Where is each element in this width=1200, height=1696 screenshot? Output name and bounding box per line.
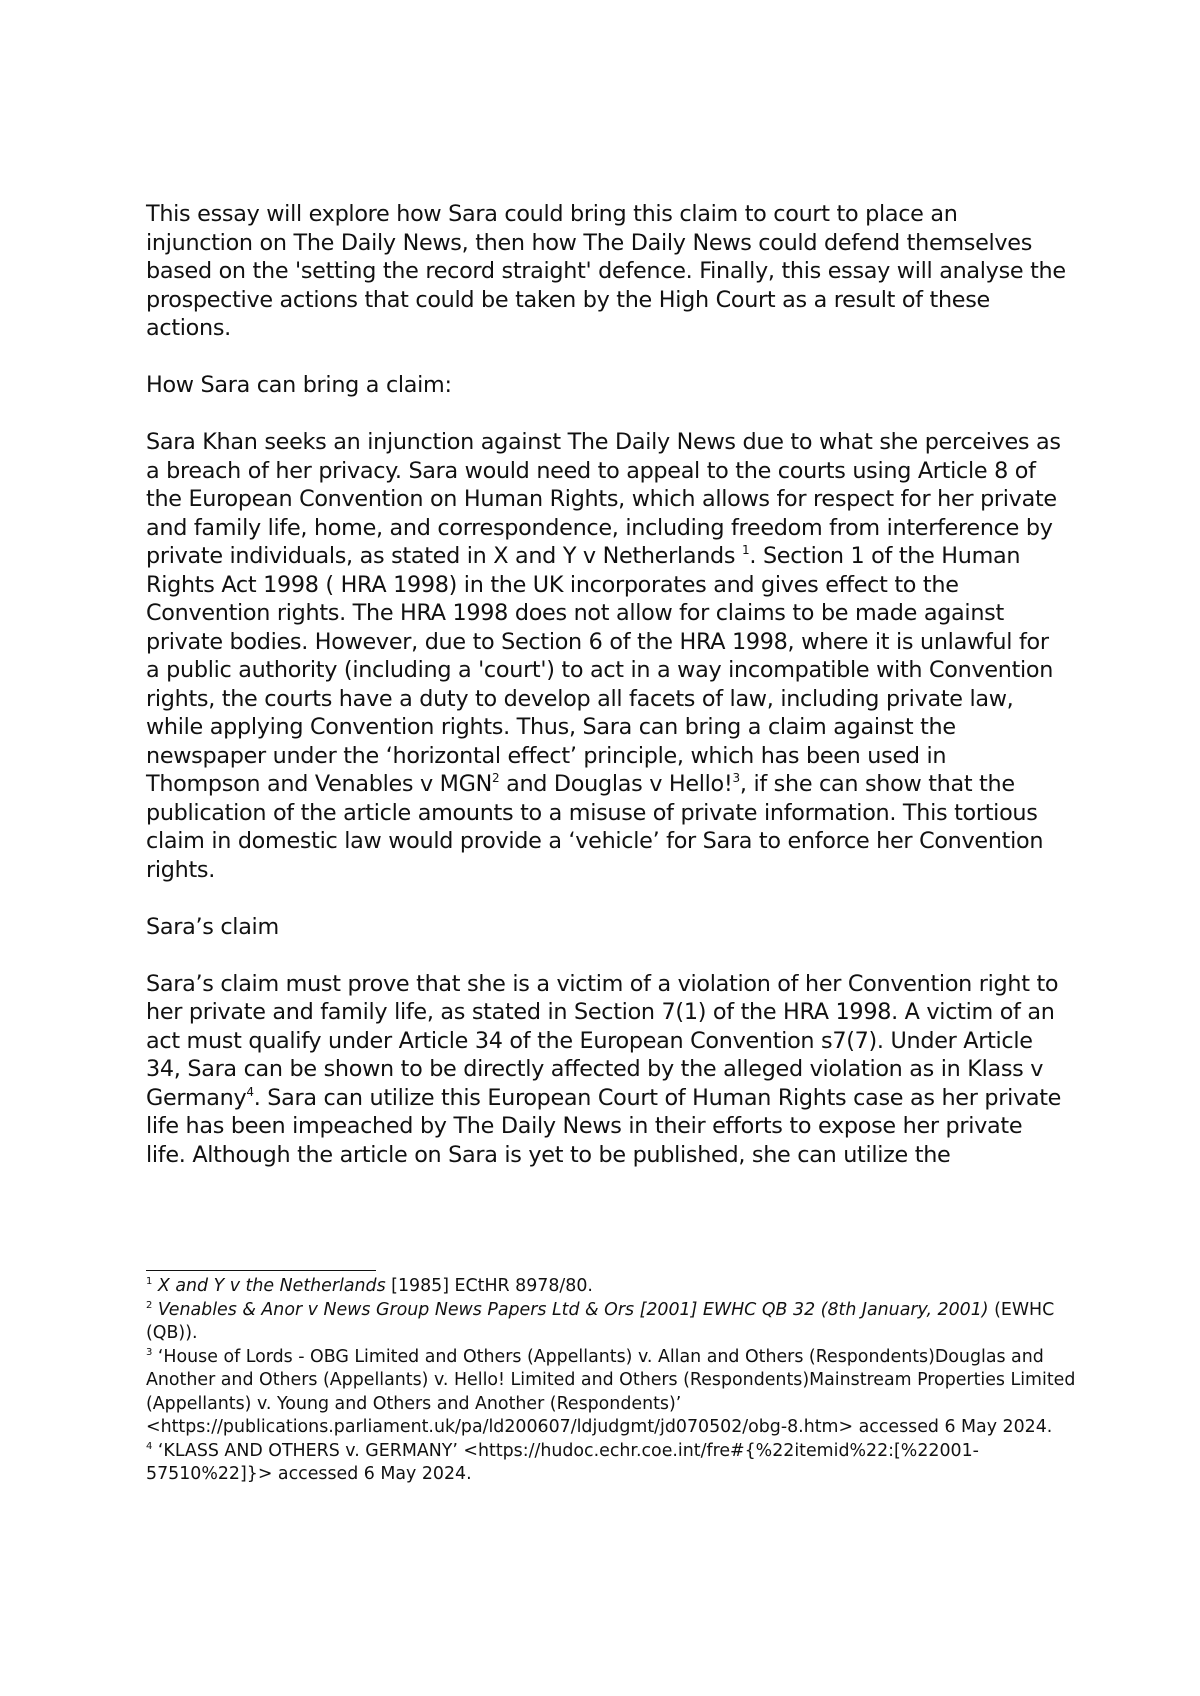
section1-text-part1: Sara Khan seeks an injunction against The Daily News due to what she perceives as a breach of her privacy. Sara would need to appeal to the courts using Article 8 of the European Convention on Human Rights, which allows for respect for her private and family life, home, and correspondence, including freedom from interference by private individuals, as stated in X and Y v Netherlands: [146, 429, 1061, 569]
footnote-3: [146, 1346, 1076, 1440]
footnote-1: [146, 1275, 1076, 1299]
footnote-2-citation: (EWHC (QB)).: [146, 1299, 1055, 1343]
footnote-2-case-name: Venables & Anor v News Group News Papers Ltd & Ors [2001] EWHC QB 32 (8th January, 2001): [152, 1299, 989, 1320]
footnote-separator: [146, 1270, 376, 1271]
footnote-ref-4[interactable]: 4: [246, 1084, 254, 1099]
section2-text-part2: . Sara can utilize this European Court of Human Rights case as her private life has been impeached by The Daily News in their efforts to expose her private life. Although the article on Sara is yet to be published, she can utilize the: [146, 1084, 1062, 1168]
section2-heading-text: Sara’s claim: [146, 913, 279, 940]
footnote-4-mark: 4: [146, 1440, 153, 1452]
section-heading-bring-claim: [146, 371, 1066, 400]
section1-text-part2: . Section 1 of the Human Rights Act 1998 ( HRA 1998) in the UK incorporates and gives effect to the Convention rights. The HRA 1998 does not allow for claims to be made against private bodies. However, due to Section 6 of the HRA 1998, where it is unlawful for a public authority (including a 'court') to act in a way incompatible with Convention rights, the courts have a duty to develop all facets of law, including private law, while applying Convention rights. Thus, Sara can bring a claim against the newspaper under the ‘horizontal effect’ principle, which has been used in Thompson and Venables v MGN: [146, 543, 1054, 797]
footnote-4: [146, 1440, 1076, 1487]
footnote-1-mark: 1: [146, 1276, 153, 1287]
saras-claim-paragraph: [146, 970, 1066, 1170]
footnote-1-case-name: X and Y v the Netherlands: [152, 1276, 386, 1296]
footnote-2-mark: 2: [146, 1299, 153, 1311]
footnote-4-text: ‘KLASS AND OTHERS v. GERMANY’ <https://hudoc.echr.coe.int/fre#{%22itemid%22:[%22001-57510%22]}> accessed 6 May 2024.: [146, 1440, 979, 1484]
bring-claim-paragraph: [146, 428, 1066, 884]
footnote-3-text: ‘House of Lords - OBG Limited and Others (Appellants) v. Allan and Others (Respondents)Douglas and Another and Others (Appellants) v. Hello! Limited and Others (Respondents)Mainstream Properties Limited (Appellants) v. Young and Others and Another (Respondents)’ <https://publications.parliament.uk/pa/ld200607/ldjudgmt/jd070502/obg-8.htm> accessed 6 May 2024.: [146, 1346, 1076, 1437]
footnote-ref-2[interactable]: 2: [491, 771, 500, 785]
footnote-ref-1[interactable]: 1: [742, 543, 750, 557]
intro-text: This essay will explore how Sara could bring this claim to court to place an injunction on The Daily News, then how The Daily News could defend themselves based on the 'setting the record straight' defence. Finally, this essay will analyse the prospective actions that could be taken by the High Court as a result of these actions.: [146, 201, 1066, 341]
footnote-1-citation: [1985] ECtHR 8978/80.: [385, 1276, 593, 1296]
intro-paragraph: [146, 200, 1066, 343]
footnotes-section: [146, 1270, 1076, 1487]
section1-text-part3: and Douglas v Hello!: [499, 771, 733, 797]
section2-text-part1: Sara’s claim must prove that she is a victim of a violation of her Convention right to her private and family life, as stated in Section 7(1) of the HRA 1998. A victim of an act must qualify under Article 34 of the European Convention s7(7). Under Article 34, Sara can be shown to be directly affected by the alleged violation as in Klass v Germany: [146, 970, 1059, 1111]
footnote-2: [146, 1299, 1076, 1346]
footnote-3-mark: 3: [146, 1346, 153, 1358]
section1-text-part4: , if she can show that the publication of the article amounts to a misuse of private information. This tortious claim in domestic law would provide a ‘vehicle’ for Sara to enforce her Convention rights.: [146, 771, 1044, 883]
essay-body: [146, 200, 1066, 1169]
section1-heading-text: How Sara can bring a claim:: [146, 372, 452, 398]
section-heading-saras-claim: [146, 913, 1066, 942]
footnote-ref-3[interactable]: 3: [732, 771, 740, 785]
